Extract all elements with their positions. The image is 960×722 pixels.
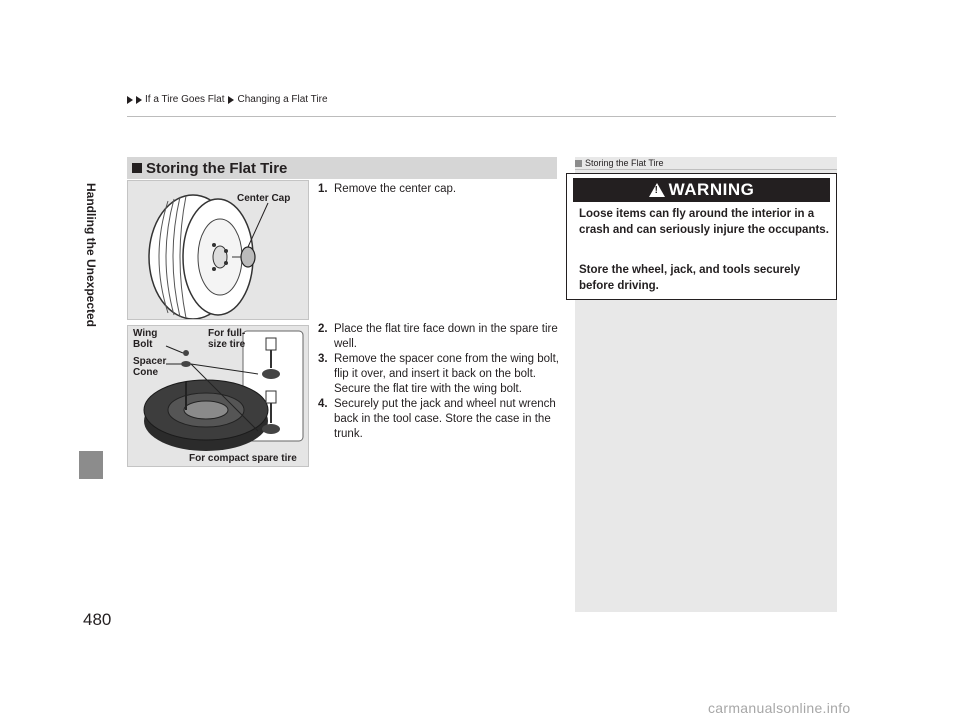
breadcrumb-item[interactable]: Changing a Flat Tire (237, 94, 328, 105)
compact-spare-label: For compact spare tire (189, 453, 297, 464)
step-number: 1. (318, 183, 328, 195)
warning-triangle-icon (649, 183, 665, 197)
center-cap-label: Center Cap (237, 193, 291, 204)
wing-bolt-figure (127, 325, 309, 467)
sidebar-reference[interactable] (575, 158, 837, 168)
breadcrumb-item[interactable]: If a Tire Goes Flat (145, 94, 225, 105)
chapter-side-tab[interactable] (79, 55, 103, 455)
step-number: 4. (318, 398, 328, 410)
step-1 (318, 182, 560, 197)
step-number: 3. (318, 353, 328, 365)
wing-label: Wing (133, 328, 158, 339)
center-cap-figure (127, 180, 309, 320)
breadcrumb (127, 94, 328, 105)
steps-2-4 (318, 322, 560, 442)
step-number: 2. (318, 323, 328, 335)
warning-box (566, 173, 837, 300)
cone-label: Cone (133, 367, 158, 378)
section-title: Storing the Flat Tire (146, 159, 288, 177)
spacer-label: Spacer (133, 356, 167, 367)
step-text: Remove the spacer cone from the wing bolt, flip it over, and insert it back on the bolt. Secure the flat tire with the wing bolt. (334, 353, 560, 395)
bolt-label: Bolt (133, 339, 153, 350)
footer-watermark: carmanualsonline.info (708, 700, 851, 716)
header-divider (127, 116, 836, 117)
step-text: Place the flat tire face down in the spare tire well. (334, 323, 558, 350)
section-square-icon (132, 163, 142, 173)
full-size-label-line1: For full- (208, 328, 246, 339)
breadcrumb-arrow-icon (228, 96, 234, 104)
step-text: Securely put the jack and wheel nut wrench back in the tool case. Store the case in the trunk. (334, 398, 556, 440)
warning-header (573, 178, 830, 202)
section-header (127, 157, 557, 179)
chapter-tab-marker (79, 451, 103, 479)
breadcrumb-arrow-icon (136, 96, 142, 104)
warning-title: WARNING (668, 180, 755, 199)
breadcrumb-arrow-icon (127, 96, 133, 104)
step-text: Remove the center cap. (334, 183, 457, 195)
sidebar-reference-label: Storing the Flat Tire (585, 158, 664, 168)
warning-paragraph-1: Loose items can fly around the interior in a crash and can seriously injure the occupants. (579, 208, 829, 236)
full-size-label-line2: size tire (208, 339, 246, 350)
reference-icon (575, 160, 582, 167)
sidebar-divider (575, 169, 837, 170)
chapter-side-label: Handling the Unexpected (84, 182, 98, 328)
warning-paragraph-2: Store the wheel, jack, and tools securely before driving. (579, 264, 801, 292)
page-number: 480 (83, 610, 112, 629)
